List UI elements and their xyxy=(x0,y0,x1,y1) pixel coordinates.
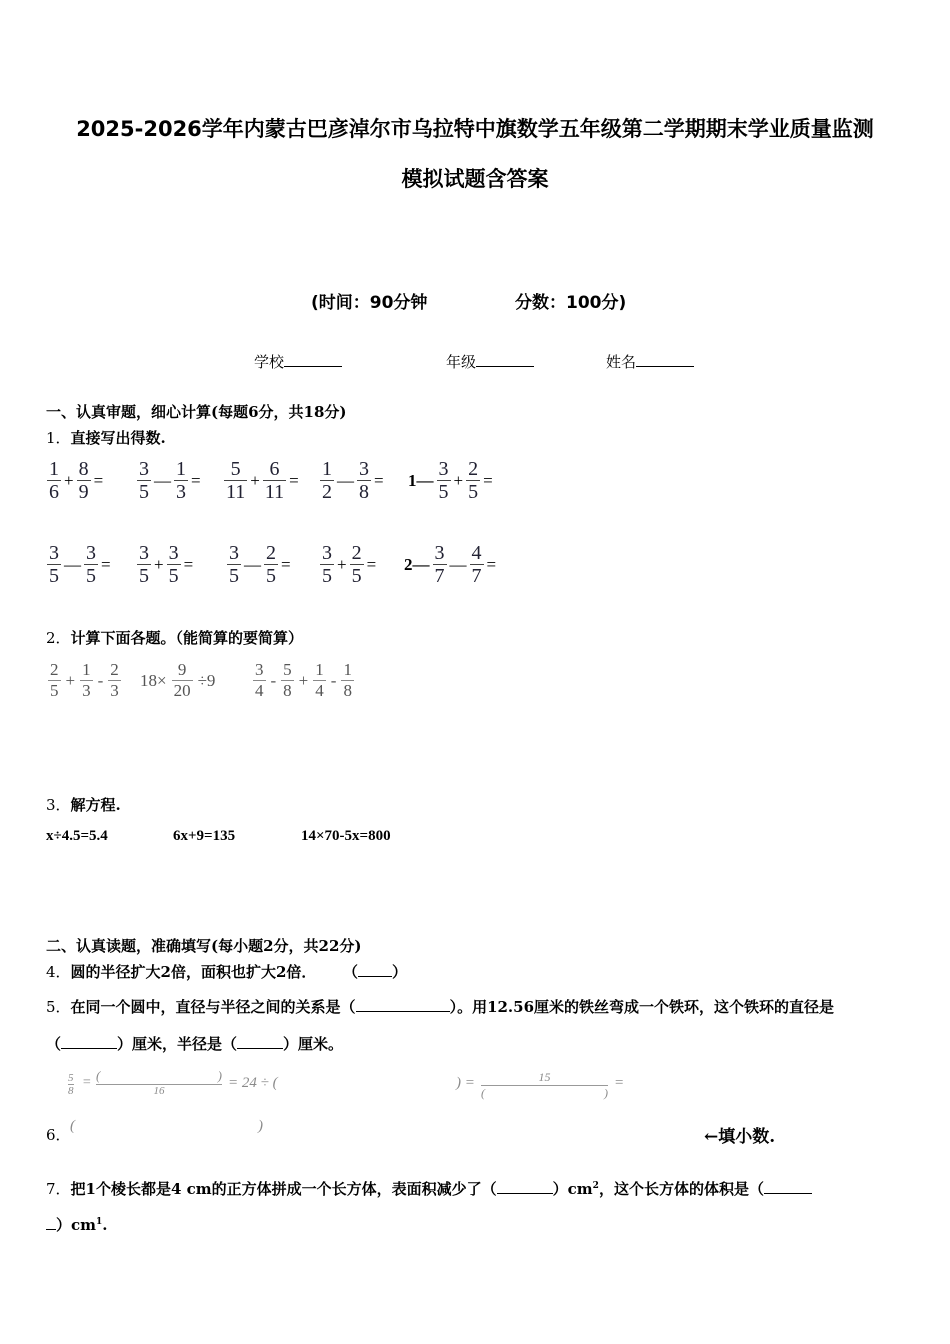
q6-number: 6． xyxy=(46,1126,71,1144)
q7-blank-volume[interactable] xyxy=(764,1179,812,1194)
fraction: $\frac{1}{3}$ xyxy=(82,660,91,700)
fraction: $\frac{3}{7}$ xyxy=(434,542,445,587)
q3-number: 3． xyxy=(46,796,71,814)
q6-fraction-box1: ( ) 16 xyxy=(96,1068,222,1097)
q6-mid-expression: = 24 ÷ ( xyxy=(228,1075,278,1091)
q1-r2-item5: 2— $\frac{3}{7}$ — $\frac{4}{7}$ = xyxy=(404,542,497,587)
fraction: $\frac{2}{5}$ xyxy=(351,542,362,587)
q1-r2-item3: $\frac{3}{5}$ — $\frac{2}{5}$ = xyxy=(229,542,291,587)
q1-r1-item4: $\frac{1}{2}$ — $\frac{3}{8}$ = xyxy=(322,458,384,503)
q2-text: 计算下面各题。（能简算的要简算） xyxy=(70,629,304,647)
q3-equation3: 14×70-5x=800 xyxy=(301,828,391,844)
q7-number: 7． xyxy=(46,1180,71,1198)
document-title-line2: 模拟试题含答案 xyxy=(401,167,549,191)
q6-fraction-5-8: 5 8 xyxy=(68,1072,74,1097)
q5-number: 5． xyxy=(46,998,71,1016)
q6-right-close: ) = xyxy=(456,1075,475,1091)
q6-fraction-15: 15 ( ) xyxy=(481,1070,608,1100)
fraction: $\frac{3}{5}$ xyxy=(139,458,149,503)
q5-line2: （ ）厘米，半径是（ ）厘米。 xyxy=(46,1035,344,1053)
fraction: $\frac{5}{11}$ xyxy=(226,458,246,503)
fraction: $\frac{8}{9}$ xyxy=(78,458,89,503)
fraction: $\frac{2}{3}$ xyxy=(110,660,119,700)
q3-text: 解方程. xyxy=(70,796,121,814)
name-blank[interactable] xyxy=(636,352,694,367)
grade-blank[interactable] xyxy=(476,352,534,367)
q6-suffix: ←填小数. xyxy=(704,1127,776,1147)
exam-score: 分数：100分) xyxy=(515,293,627,313)
q4-number: 4． xyxy=(46,963,71,981)
q2-expression2: 18× $\frac{9}{20}$ ÷9 xyxy=(140,660,216,700)
q2-expression1: $\frac{2}{5}$ + $\frac{1}{3}$ - $\frac{2}{3}$ xyxy=(50,660,119,700)
q6-paren-close: ) xyxy=(258,1118,263,1134)
q4-answer-blank[interactable] xyxy=(358,962,392,977)
q3-stem xyxy=(46,794,121,815)
section1-header: 一、认真审题，细心计算(每题6分，共18分) xyxy=(46,403,347,421)
fraction: $\frac{3}{5}$ xyxy=(86,542,96,587)
grade-label: 年级 xyxy=(446,353,477,371)
q6-eq1: = xyxy=(82,1075,92,1090)
fraction: $\frac{5}{8}$ xyxy=(283,660,292,700)
grade-field xyxy=(446,351,534,372)
q1-text: 直接写出得数. xyxy=(70,429,166,447)
q2-stem xyxy=(46,627,303,648)
q1-r1-item5: 1— $\frac{3}{5}$ + $\frac{2}{5}$ = xyxy=(408,458,493,503)
fraction: $\frac{1}{4}$ xyxy=(315,660,324,700)
q1-number: 1． xyxy=(46,429,71,447)
q5-blank-relation[interactable] xyxy=(356,997,450,1012)
q3-equation2: 6x+9=135 xyxy=(173,828,236,844)
fraction: $\frac{3}{8}$ xyxy=(359,458,369,503)
school-blank[interactable] xyxy=(284,352,342,367)
q5-blank-radius[interactable] xyxy=(237,1034,283,1049)
q1-r1-item2: $\frac{3}{5}$ — $\frac{1}{3}$ = xyxy=(139,458,201,503)
q6-paren-open: ( xyxy=(70,1118,75,1134)
q7-blank-volume-cont[interactable] xyxy=(46,1215,56,1230)
fraction: $\frac{9}{20}$ xyxy=(173,660,191,700)
fraction: $\frac{2}{5}$ xyxy=(50,660,59,700)
fraction: $\frac{1}{8}$ xyxy=(343,660,352,700)
fraction: $\frac{3}{5}$ xyxy=(438,458,449,503)
fraction: $\frac{1}{2}$ xyxy=(322,458,332,503)
fraction: $\frac{3}{5}$ xyxy=(168,542,179,587)
q1-r1-item1: $\frac{1}{6}$ + $\frac{8}{9}$ = xyxy=(49,458,104,503)
fraction: $\frac{1}{3}$ xyxy=(176,458,186,503)
fraction: $\frac{3}{4}$ xyxy=(255,660,264,700)
document-title-line1: 2025-2026学年内蒙古巴彦淖尔市乌拉特中旗数学五年级第二学期期末学业质量监测 xyxy=(76,117,874,141)
q7-blank-area[interactable] xyxy=(497,1179,553,1194)
q2-expression3: $\frac{3}{4}$ - $\frac{5}{8}$ + $\frac{1}{4}$ - $\frac{1}{8}$ xyxy=(255,660,352,700)
q2-number: 2． xyxy=(46,629,71,647)
q7-line2: ）$cm^1$. xyxy=(46,1214,108,1235)
q7-line1: 7．把1个棱长都是4 cm的正方体拼成一个长方体，表面积减少了（ ）$cm^2$，这个长方体的体积是（ xyxy=(46,1178,812,1199)
fraction: $\frac{3}{5}$ xyxy=(322,542,332,587)
q3-equation1: x÷4.5=5.4 xyxy=(46,828,108,844)
school-label: 学校 xyxy=(254,353,285,371)
q5-line1: 5．在同一个圆中，直径与半径之间的关系是（ ）。用12.56厘米的铁丝弯成一个铁环，这个铁环的直径是 xyxy=(46,998,835,1016)
q6-tail-eq: = xyxy=(614,1075,625,1091)
fraction: $\frac{6}{11}$ xyxy=(264,458,285,503)
exam-time: (时间：90分钟 xyxy=(311,293,428,313)
fraction: $\frac{3}{5}$ xyxy=(229,542,239,587)
q1-r1-item3: $\frac{5}{11}$ + $\frac{6}{11}$ = xyxy=(226,458,299,503)
fraction: $\frac{2}{5}$ xyxy=(468,458,479,503)
name-field xyxy=(606,351,694,372)
q4-text: 圆的半径扩大2倍，面积也扩大2倍． xyxy=(70,963,317,981)
fraction: $\frac{3}{5}$ xyxy=(49,542,59,587)
fraction: $\frac{1}{6}$ xyxy=(49,458,59,503)
q1-r2-item2: $\frac{3}{5}$ + $\frac{3}{5}$ = xyxy=(139,542,194,587)
name-label: 姓名 xyxy=(606,353,637,371)
q1-stem xyxy=(46,427,166,448)
q4-stem: 4．圆的半径扩大2倍，面积也扩大2倍． （ ） xyxy=(46,963,407,981)
fraction: $\frac{2}{5}$ xyxy=(266,542,276,587)
q1-r2-item1: $\frac{3}{5}$ — $\frac{3}{5}$ = xyxy=(49,542,111,587)
q1-r2-item4: $\frac{3}{5}$ + $\frac{2}{5}$ = xyxy=(322,542,377,587)
q5-blank-diameter[interactable] xyxy=(61,1034,117,1049)
fraction: $\frac{3}{5}$ xyxy=(139,542,149,587)
school-field xyxy=(254,351,342,372)
section2-header: 二、认真读题，准确填写(每小题2分，共22分) xyxy=(46,937,362,955)
fraction: $\frac{4}{7}$ xyxy=(471,542,482,587)
